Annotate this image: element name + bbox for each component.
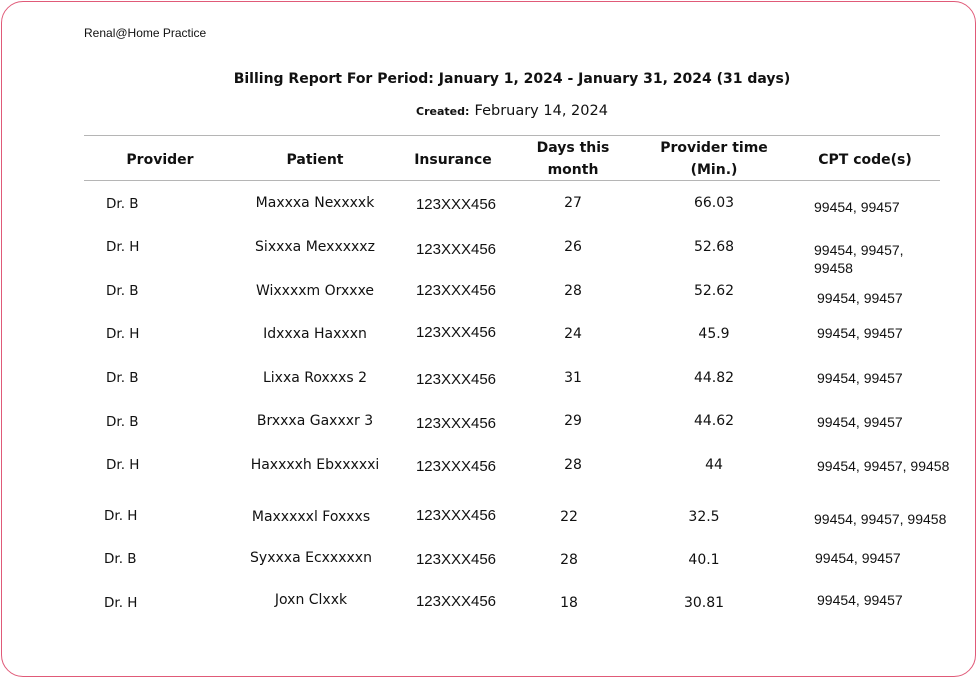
row-3-days: 28 (564, 283, 582, 299)
row-1-days: 27 (564, 195, 582, 211)
row-3-patient: Wixxxxm Orxxxe (255, 283, 375, 299)
row-2-insurance: 123XXX456 (415, 241, 497, 258)
created-line (0, 100, 979, 119)
row-5-time: 44.82 (693, 370, 735, 386)
row-5-insurance: 123XXX456 (415, 371, 497, 388)
row-6-days: 29 (564, 413, 582, 429)
row-10-patient: Joxn Clxxk (274, 592, 348, 608)
row-2-patient: Sixxxa Mexxxxxz (255, 239, 375, 255)
col-header-days-line2: month (547, 162, 599, 178)
row-10-provider: Dr. H (104, 595, 138, 611)
row-4-cpt: 99454, 99457 (817, 325, 903, 341)
row-6-patient: Brxxxa Gaxxxr 3 (256, 413, 374, 429)
row-1-time: 66.03 (693, 195, 735, 211)
row-9-provider: Dr. B (104, 551, 137, 567)
row-9-patient: Syxxxa Ecxxxxxn (250, 550, 372, 566)
row-10-days: 18 (560, 595, 578, 611)
row-7-time: 44 (705, 457, 723, 473)
col-header-days-line1: Days this (536, 140, 610, 156)
row-6-insurance: 123XXX456 (415, 415, 497, 432)
row-2-provider: Dr. H (106, 239, 140, 255)
row-1-cpt: 99454, 99457 (814, 199, 900, 215)
row-7-insurance: 123XXX456 (415, 458, 497, 475)
row-2-time: 52.68 (693, 239, 735, 255)
col-header-patient: Patient (286, 152, 344, 168)
row-1-insurance: 123XXX456 (415, 196, 497, 213)
created-label: Created: (416, 105, 470, 118)
row-9-time: 40.1 (688, 552, 720, 568)
row-4-insurance: 123XXX456 (415, 324, 497, 341)
row-3-cpt: 99454, 99457 (817, 290, 903, 306)
col-header-time-line1: Provider time (660, 140, 768, 156)
row-10-cpt: 99454, 99457 (817, 592, 903, 608)
report-title: Billing Report For Period: January 1, 2024 - January 31, 2024 (31 days) (233, 71, 791, 87)
row-7-cpt: 99454, 99457, 99458 (817, 458, 950, 474)
row-10-insurance: 123XXX456 (415, 593, 497, 610)
row-8-cpt: 99454, 99457, 99458 (814, 511, 947, 527)
row-4-time: 45.9 (698, 326, 730, 342)
row-8-patient: Maxxxxxl Foxxxs (251, 509, 371, 525)
col-header-provider: Provider (126, 152, 194, 168)
row-8-provider: Dr. H (104, 508, 138, 524)
row-1-patient: Maxxxa Nexxxxk (255, 195, 375, 211)
row-9-insurance: 123XXX456 (415, 551, 497, 568)
row-7-patient: Haxxxxh Ebxxxxxi (250, 457, 380, 473)
row-10-time: 30.81 (683, 595, 725, 611)
row-5-patient: Lixxa Roxxxs 2 (262, 370, 368, 386)
row-2-days: 26 (564, 239, 582, 255)
row-1-provider: Dr. B (106, 196, 139, 212)
col-header-days (520, 137, 626, 181)
row-5-days: 31 (564, 370, 582, 386)
col-header-insurance: Insurance (414, 152, 492, 168)
row-4-patient: Idxxxa Haxxxn (263, 326, 367, 342)
row-8-time: 32.5 (688, 509, 720, 525)
row-8-days: 22 (560, 509, 578, 525)
report-title-wrap (0, 68, 979, 87)
row-3-provider: Dr. B (106, 283, 139, 299)
row-6-cpt: 99454, 99457 (817, 414, 903, 430)
row-3-time: 52.62 (693, 283, 735, 299)
col-header-time (644, 137, 784, 181)
row-4-days: 24 (564, 326, 582, 342)
row-7-days: 28 (564, 457, 582, 473)
col-header-cpt: CPT code(s) (818, 152, 912, 168)
col-header-time-line2: (Min.) (690, 162, 738, 178)
table-top-rule (84, 135, 940, 136)
row-6-time: 44.62 (693, 413, 735, 429)
row-4-provider: Dr. H (106, 326, 140, 342)
table-header-rule (84, 180, 940, 181)
created-date: February 14, 2024 (474, 103, 608, 119)
row-9-days: 28 (560, 552, 578, 568)
practice-name: Renal@Home Practice (84, 26, 207, 40)
row-8-insurance: 123XXX456 (415, 507, 497, 524)
row-3-insurance: 123XXX456 (415, 282, 497, 299)
row-5-cpt: 99454, 99457 (817, 370, 903, 386)
row-9-cpt: 99454, 99457 (815, 550, 901, 566)
row-5-provider: Dr. B (106, 370, 139, 386)
row-6-provider: Dr. B (106, 414, 139, 430)
row-7-provider: Dr. H (106, 457, 140, 473)
row-2-cpt: 99454, 99457, 99458 (814, 242, 904, 276)
